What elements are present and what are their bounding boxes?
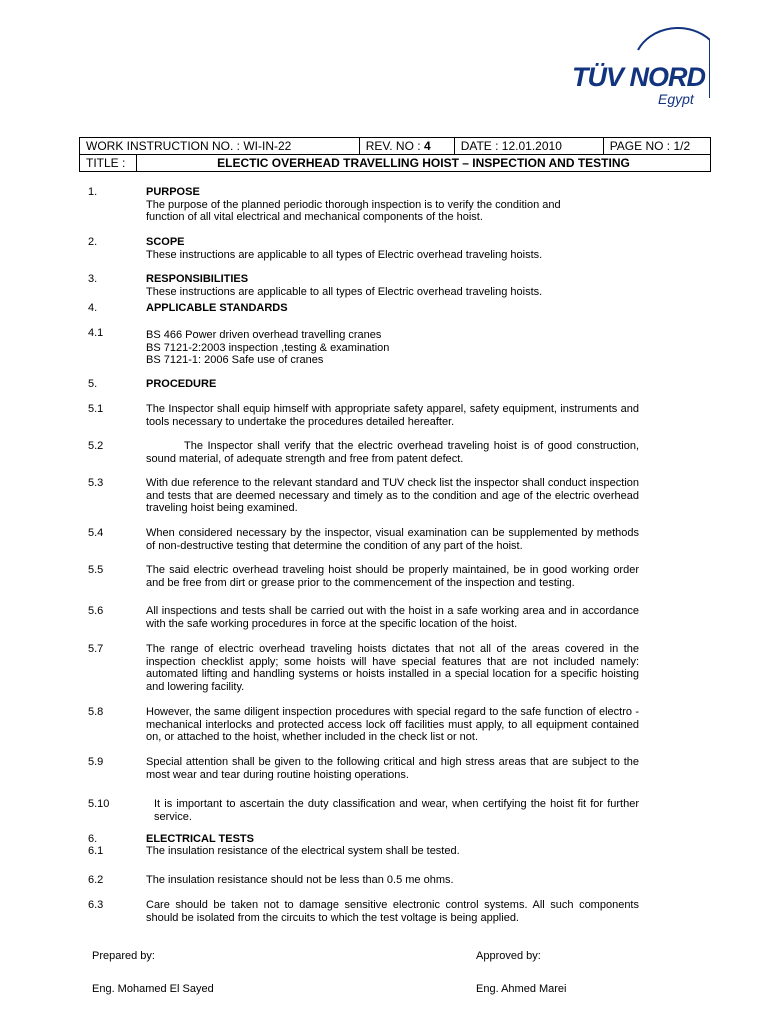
section-number: 1. — [88, 186, 98, 198]
section-number: 5.1 — [88, 403, 104, 415]
document-header-table — [79, 137, 711, 172]
company-logo — [560, 10, 710, 110]
section-heading: SCOPE — [146, 236, 185, 248]
title-cell: ELECTIC OVERHEAD TRAVELLING HOIST – INSPECTION AND TESTING — [137, 155, 711, 172]
section-text: However, the same diligent inspection procedures with special regard to the safe function of electro - mechanical interlocks and protected access lock off facilities must apply, to all equipment contained on, or attached to the hoist, whether included in the check list or not. — [146, 706, 639, 744]
section-line: function of all vital electrical and mechanical components of the hoist. — [146, 211, 483, 224]
section-text: All inspections and tests shall be carried out with the hoist in a safe working area and in accordance with the safe working procedures in force at the specific location of the hoist. — [146, 605, 639, 630]
section-line: The insulation resistance should not be less than 0.5 me ohms. — [146, 874, 454, 886]
section-body — [146, 236, 639, 261]
section-line: These instructions are applicable to all types of Electric overhead traveling hoists. — [146, 285, 543, 298]
prepared-by-name: Eng. Mohamed El Sayed — [92, 983, 214, 995]
section-number: 6.2 — [88, 874, 104, 886]
section-number: 5.4 — [88, 527, 104, 539]
standard-line: BS 7121-1: 2006 Safe use of cranes — [146, 354, 324, 367]
section-body — [146, 378, 639, 391]
rev-label: REV. NO : — [365, 139, 424, 153]
section-number: 5.7 — [88, 643, 104, 655]
section-text: The Inspector shall equip himself with appropriate safety apparel, safety equipment, instruments and tools necessary to undertake the procedures detailed hereafter. — [146, 403, 639, 428]
section-heading: APPLICABLE STANDARDS — [146, 302, 288, 314]
section-number: 6.1 — [88, 845, 104, 857]
section-heading: RESPONSIBILITIES — [146, 273, 249, 285]
section-number: 5. — [88, 378, 98, 390]
section-text: The said electric overhead traveling hoist should be properly maintained, be in good working order and be free from dirt or grease prior to the commencement of the inspection and testing. — [146, 564, 639, 589]
section-number: 5.8 — [88, 706, 104, 718]
section-body — [146, 833, 639, 846]
approved-by-label: Approved by: — [476, 950, 541, 962]
section-line: The purpose of the planned periodic thorough inspection is to verify the condition and — [146, 198, 561, 211]
section-number: 2. — [88, 236, 98, 248]
section-text: With due reference to the relevant standard and TUV check list the inspector shall conduct inspection and tests that are deemed necessary and timely as to the condition and age of the electric overhead traveling hoist being examined. — [146, 477, 639, 515]
rev-value: 4 — [423, 139, 431, 153]
section-heading: PROCEDURE — [146, 378, 217, 390]
section-text: When considered necessary by the inspector, visual examination can be supplemented by methods of non-destructive testing that determine the condition of any part of the hoist. — [146, 527, 639, 552]
section-text: It is important to ascertain the duty classification and wear, when certifying the hoist fit for further service. — [154, 798, 639, 823]
section-number: 5.9 — [88, 756, 104, 768]
section-body — [146, 329, 639, 367]
logo-region: Egypt — [658, 91, 694, 107]
title-label-cell: TITLE : — [80, 155, 137, 172]
work-instruction-cell: WORK INSTRUCTION NO. : WI-IN-22 — [80, 138, 360, 155]
section-number: 5.5 — [88, 564, 104, 576]
section-number: 4. — [88, 302, 98, 314]
section-body — [146, 874, 639, 887]
section-heading: ELECTRICAL TESTS — [146, 833, 254, 845]
section-body — [146, 845, 639, 858]
date-cell: DATE : 12.01.2010 — [454, 138, 603, 155]
section-body — [146, 302, 639, 315]
section-text: Special attention shall be given to the following critical and high stress areas that are subject to the most wear and tear during routine hoisting operations. — [146, 756, 639, 781]
section-number: 5.10 — [88, 798, 110, 810]
rev-cell — [359, 138, 454, 155]
section-number: 5.2 — [88, 440, 104, 452]
section-line: These instructions are applicable to all types of Electric overhead traveling hoists. — [146, 248, 543, 261]
section-number: 5.6 — [88, 605, 104, 617]
standard-line: BS 466 Power driven overhead travelling cranes — [146, 329, 382, 341]
section-text: The Inspector shall verify that the electric overhead traveling hoist is of good construction, sound material, of adequate strength and free from patent defect. — [146, 440, 639, 465]
section-number: 4.1 — [88, 327, 104, 339]
section-number: 6.3 — [88, 899, 104, 911]
section-number: 3. — [88, 273, 98, 285]
section-body — [146, 186, 639, 224]
section-heading: PURPOSE — [146, 186, 200, 198]
standard-line: BS 7121-2:2003 inspection ,testing & examination — [146, 341, 390, 354]
section-number: 5.3 — [88, 477, 104, 489]
section-body — [146, 273, 639, 298]
section-line: The insulation resistance of the electrical system shall be tested. — [146, 845, 460, 857]
approved-by-name: Eng. Ahmed Marei — [476, 983, 567, 995]
section-number: 6. — [88, 833, 98, 845]
prepared-by-label: Prepared by: — [92, 950, 155, 962]
logo-brand: TÜV NORD — [572, 62, 705, 92]
section-text: The range of electric overhead traveling hoists dictates that not all of the areas covered in the inspection checklist apply; some hoists will have special features that are not included namely: automated lifting and handling systems or hoists installed in a special location for a specific hoisting and lowering facility. — [146, 643, 639, 693]
section-text: Care should be taken not to damage sensitive electronic control systems. All such components should be isolated from the circuits to which the test voltage is being applied. — [146, 899, 639, 924]
page-cell: PAGE NO : 1/2 — [603, 138, 710, 155]
